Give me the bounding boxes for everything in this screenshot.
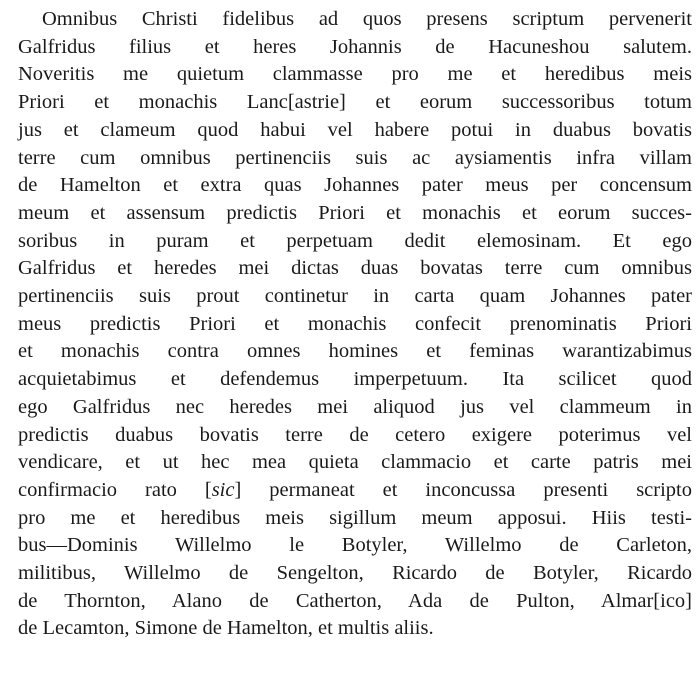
text-line: pertinenciis suis prout continetur in carta quam Johannes pater xyxy=(18,285,692,308)
text-line-with-sic xyxy=(18,477,692,505)
text-line: de Thornton, Alano de Catherton, Ada de Pulton, Almar[ico] xyxy=(18,589,692,612)
charter-text xyxy=(18,6,692,643)
text-line: Priori et monachis Lanc[astrie] et eorum successoribus totum xyxy=(18,91,692,114)
text-line: bus—Dominis Willelmo le Botyler, Willelmo de Carleton, xyxy=(18,534,692,557)
text-line: terre cum omnibus pertinenciis suis ac aysiamentis infra villam xyxy=(18,146,692,169)
text-line: Noveritis me quietum clammasse pro me et heredibus meis xyxy=(18,63,692,86)
text-line: Omnibus Christi fidelibus ad quos presens scriptum pervenerit xyxy=(42,8,692,30)
text-line: jus et clameum quod habui vel habere potui in duabus bovatis xyxy=(18,118,692,141)
text-line: vendicare, et ut hec mea quieta clammacio et carte patris mei xyxy=(18,451,692,474)
text-line: de Hamelton et extra quas Johannes pater meus per concensum xyxy=(18,174,692,197)
text-line: et monachis contra omnes homines et feminas warantizabimus xyxy=(18,340,692,363)
text-line: ego Galfridus nec heredes mei aliquod jus vel clammeum in xyxy=(18,395,692,418)
text-line: acquietabimus et defendemus imperpetuum. Ita scilicet quod xyxy=(18,368,692,391)
text-segment: ] permaneat et inconcussa presenti scripto xyxy=(234,478,693,501)
text-line: predictis duabus bovatis terre de cetero exigere poterimus vel xyxy=(18,423,692,446)
text-line: Galfridus filius et heres Johannis de Hacuneshou salutem. xyxy=(18,35,692,58)
text-line: pro me et heredibus meis sigillum meum apposui. Hiis testi- xyxy=(18,506,692,529)
text-segment: confirmacio rato [ xyxy=(18,478,212,501)
text-line: soribus in puram et perpetuam dedit elemosinam. Et ego xyxy=(18,229,692,252)
text-line: meus predictis Priori et monachis confecit prenominatis Priori xyxy=(18,312,692,335)
text-line: Galfridus et heredes mei dictas duas bovatas terre cum omnibus xyxy=(18,257,692,280)
sic-annotation: sic xyxy=(211,478,235,501)
text-line: de Lecamton, Simone de Hamelton, et multis aliis. xyxy=(18,617,434,640)
text-line: militibus, Willelmo de Sengelton, Ricardo de Botyler, Ricardo xyxy=(18,562,692,585)
text-line: meum et assensum predictis Priori et monachis et eorum succes- xyxy=(18,201,692,224)
